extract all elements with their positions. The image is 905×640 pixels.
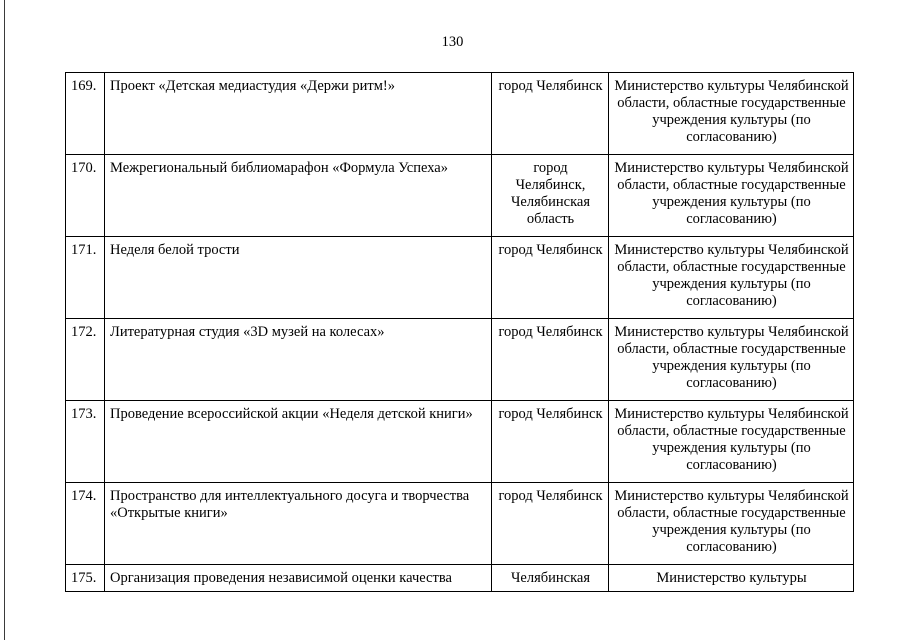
responsible-org: Министерство культуры Челябинской области, областные государственные учреждения культуры (по согласованию)	[609, 319, 854, 401]
event-name: Литературная студия «3D музей на колесах»	[105, 319, 492, 401]
responsible-org: Министерство культуры Челябинской области, областные государственные учреждения культуры (по согласованию)	[609, 73, 854, 155]
responsible-org: Министерство культуры Челябинской области, областные государственные учреждения культуры (по согласованию)	[609, 237, 854, 319]
row-number: 175.	[66, 565, 105, 592]
responsible-org: Министерство культуры Челябинской области, областные государственные учреждения культуры (по согласованию)	[609, 155, 854, 237]
table-row	[66, 155, 854, 237]
row-number: 173.	[66, 401, 105, 483]
table-row	[66, 401, 854, 483]
page-number: 130	[441, 34, 464, 50]
event-place: город Челябинск, Челябинская область	[492, 155, 609, 237]
event-name: Проект «Детская медиастудия «Держи ритм!»	[105, 73, 492, 155]
row-number: 169.	[66, 73, 105, 155]
row-number: 170.	[66, 155, 105, 237]
event-name: Межрегиональный библиомарафон «Формула Успеха»	[105, 155, 492, 237]
table-row	[66, 483, 854, 565]
event-place: город Челябинск	[492, 73, 609, 155]
table-row	[66, 73, 854, 155]
table-row	[66, 565, 854, 592]
event-place: город Челябинск	[492, 237, 609, 319]
row-number: 172.	[66, 319, 105, 401]
event-place: город Челябинск	[492, 319, 609, 401]
event-name: Пространство для интеллектуального досуга и творчества «Открытые книги»	[105, 483, 492, 565]
event-name: Неделя белой трости	[105, 237, 492, 319]
table-row	[66, 237, 854, 319]
responsible-org: Министерство культуры Челябинской области, областные государственные учреждения культуры (по согласованию)	[609, 483, 854, 565]
event-name: Проведение всероссийской акции «Неделя детской книги»	[105, 401, 492, 483]
event-place: город Челябинск	[492, 401, 609, 483]
row-number: 174.	[66, 483, 105, 565]
page-edge-line	[4, 0, 5, 640]
table-row	[66, 319, 854, 401]
event-name: Организация проведения независимой оценки качества	[105, 565, 492, 592]
responsible-org: Министерство культуры Челябинской области, областные государственные учреждения культуры (по согласованию)	[609, 401, 854, 483]
row-number: 171.	[66, 237, 105, 319]
event-place: город Челябинск	[492, 483, 609, 565]
event-place: Челябинская	[492, 565, 609, 592]
responsible-org: Министерство культуры	[609, 565, 854, 592]
events-table	[65, 72, 854, 592]
